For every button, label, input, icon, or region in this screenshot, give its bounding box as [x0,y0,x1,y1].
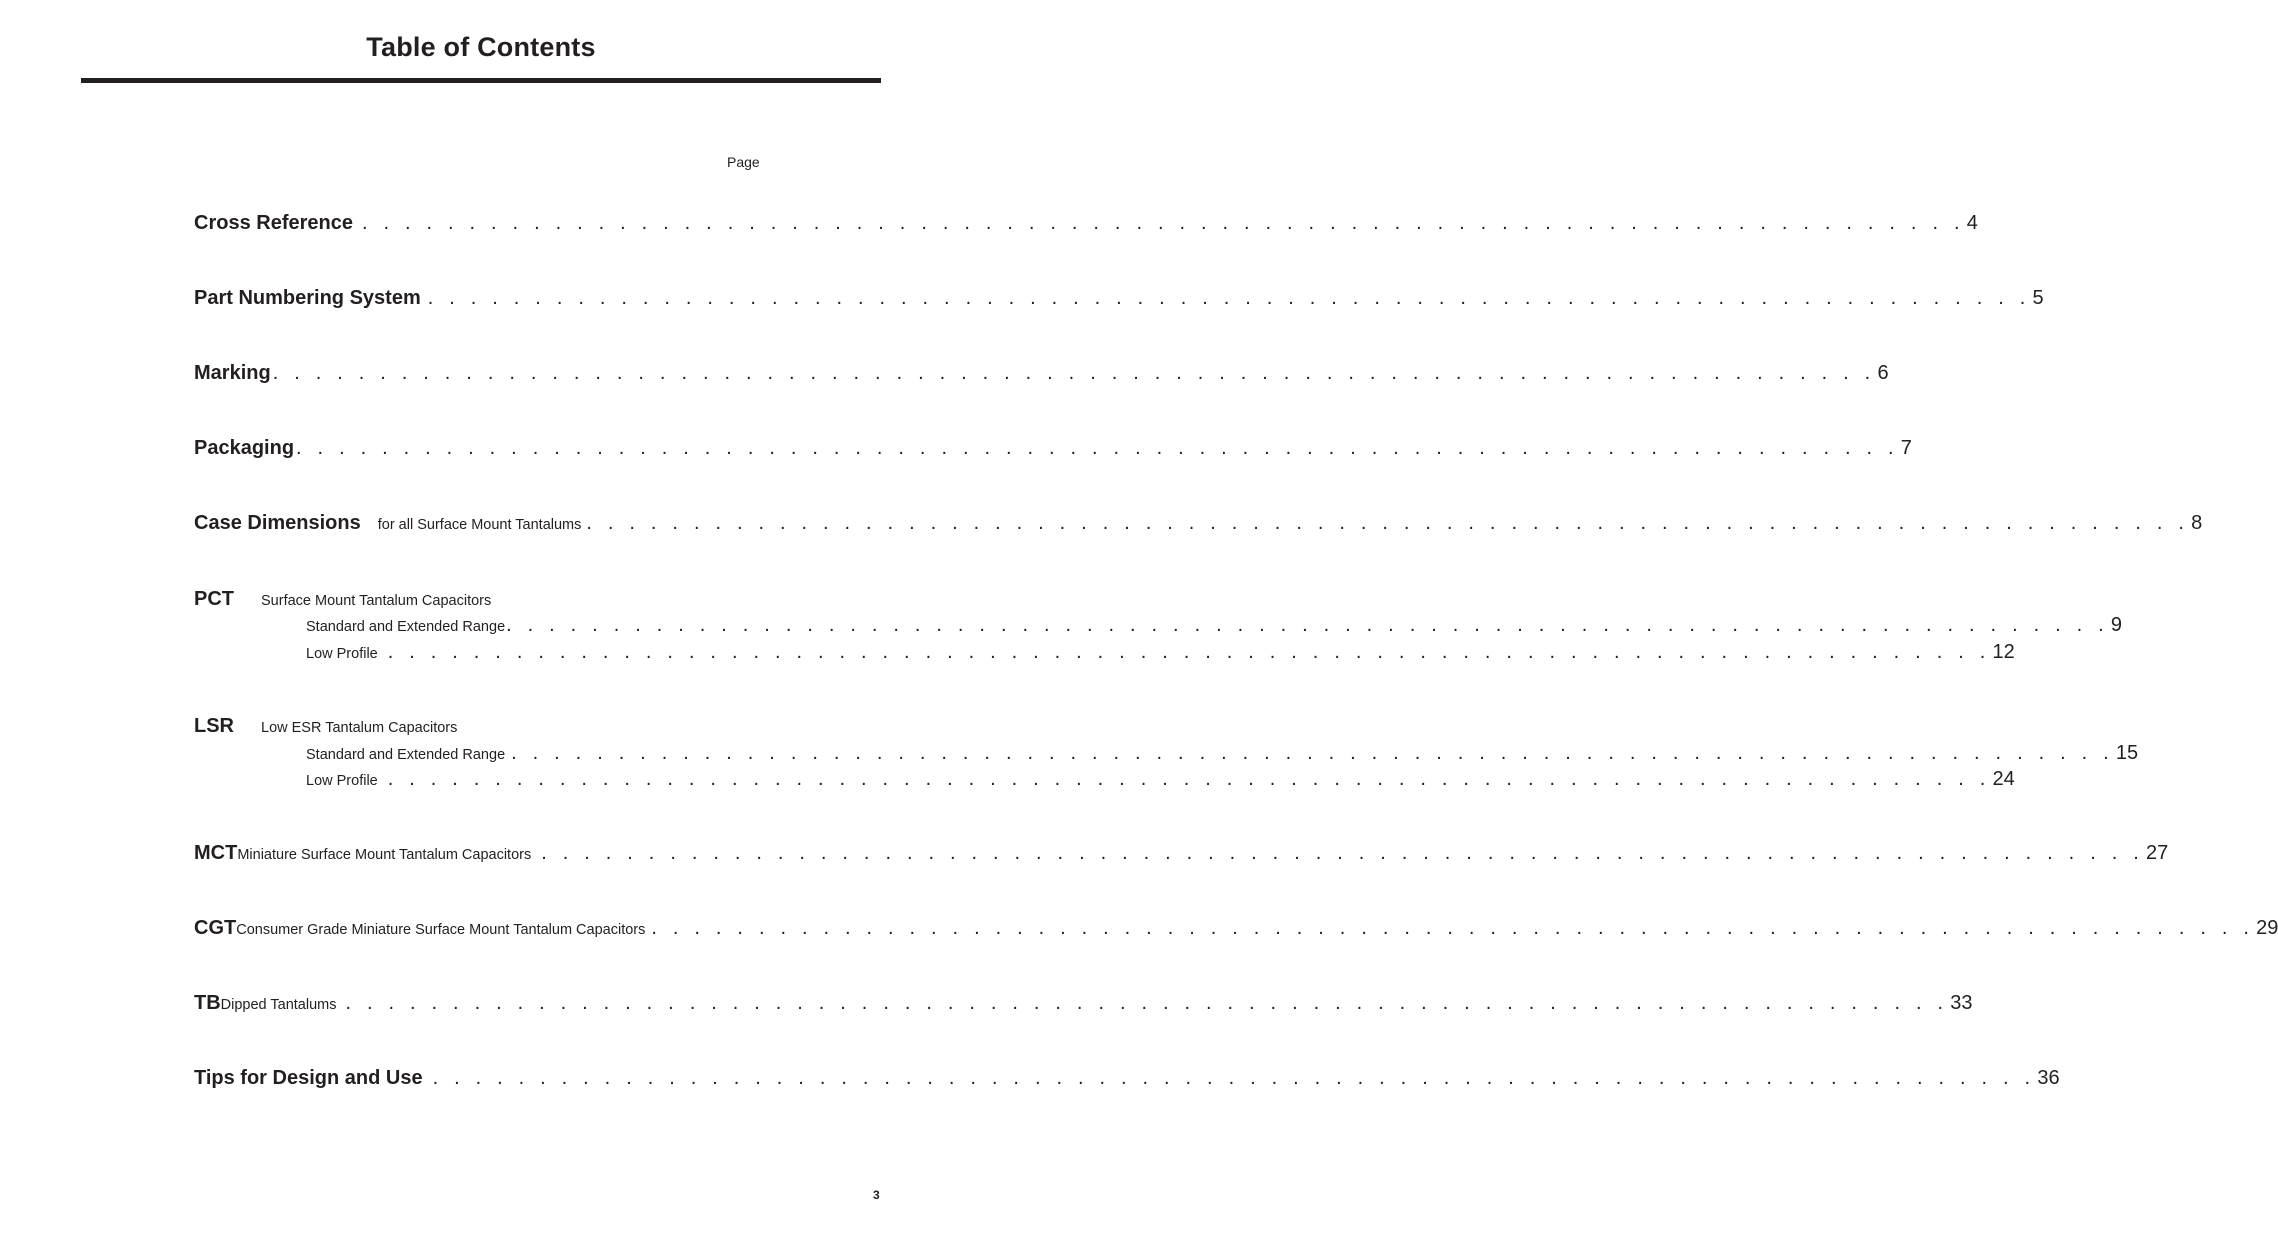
dot-leader: . . . . . . . . . . . . . . . . . . . . . . . . . . . . . . . . . . . . . . . . . . . . . . . . . . . . . . . . . . . . . . . . . . . . . . . . . . . [506,614,2109,636]
toc-entry-cross-reference[interactable] [194,212,1978,235]
dot-leader: . . . . . . . . . . . . . . . . . . . . . . . . . . . . . . . . . . . . . . . . . . . . . . . . . . . . . . . . . . . . . . . . . . . . . . . . . . . [361,212,1965,234]
subentry-label: Standard and Extended Range [306,747,506,763]
dot-leader: . . . . . . . . . . . . . . . . . . . . . . . . . . . . . . . . . . . . . . . . . . . . . . . . . . . . . . . . . . . . . . . . . . . . . . . . . . . [511,742,2114,764]
footer-page-number: 3 [873,1188,880,1202]
toc-entry-tb[interactable] [194,992,1973,1015]
dot-leader: . . . . . . . . . . . . . . . . . . . . . . . . . . . . . . . . . . . . . . . . . . . . . . . . . . . . . . . . . . . . . . . . . . . . . . . . . . . [387,768,1991,790]
series-code: TB [194,992,221,1014]
toc-section-lsr[interactable] [194,715,457,738]
entry-title: Tips for Design and Use [194,1067,423,1089]
series-description: Low ESR Tantalum Capacitors [261,720,458,736]
entry-page-number: 9 [2110,614,2123,636]
dot-leader: . . . . . . . . . . . . . . . . . . . . . . . . . . . . . . . . . . . . . . . . . . . . . . . . . . . . . . . . . . . . . . . . . . . . . . . . . . . [432,1067,2036,1089]
toc-subentry-pct-standard[interactable] [306,614,2123,637]
series-description: Surface Mount Tantalum Capacitors [261,593,492,609]
toc-subentry-lsr-standard[interactable] [306,742,2139,765]
dot-leader: . . . . . . . . . . . . . . . . . . . . . . . . . . . . . . . . . . . . . . . . . . . . . . . . . . . . . . . . . . . . . . . . . . . . . . . . . . . [541,842,2144,864]
toc-subentry-lsr-low-profile[interactable] [306,768,2015,791]
dot-leader: . . . . . . . . . . . . . . . . . . . . . . . . . . . . . . . . . . . . . . . . . . . . . . . . . . . . . . . . . . . . . . . . . . . . . . . . . . . [387,641,1991,663]
dot-leader: . . . . . . . . . . . . . . . . . . . . . . . . . . . . . . . . . . . . . . . . . . . . . . . . . . . . . . . . . . . . . . . . . . . . . . . . . . . [651,917,2255,939]
series-code: PCT [194,588,234,610]
toc-entry-part-numbering-system[interactable] [194,287,2044,310]
series-code: LSR [194,715,234,737]
dot-leader: . . . . . . . . . . . . . . . . . . . . . . . . . . . . . . . . . . . . . . . . . . . . . . . . . . . . . . . . . . . . . . . . . . . . . . . . . . . [586,512,2190,534]
toc-entry-case-dimensions[interactable] [194,512,2203,535]
toc-entry-tips-for-design-and-use[interactable] [194,1067,2060,1090]
page-title: Table of Contents [366,32,596,62]
toc-subentry-pct-low-profile[interactable] [306,641,2015,664]
entry-page-number: 24 [1992,768,2015,790]
entry-page-number: 33 [1950,992,1973,1014]
entry-page-number: 27 [2145,842,2169,864]
entry-title: Marking [194,362,271,384]
page-column-header: Page [727,154,760,170]
entry-page-number: 29 [2256,917,2278,939]
dot-leader: . . . . . . . . . . . . . . . . . . . . . . . . . . . . . . . . . . . . . . . . . . . . . . . . . . . . . . . . . . . . . . . . . . . . . . . . . . . [345,992,1949,1014]
entry-page-number: 6 [1877,362,1889,384]
toc-entry-packaging[interactable] [194,437,1912,460]
toc-section-pct[interactable] [194,588,491,611]
subentry-label: Low Profile [306,773,378,789]
entry-title: Cross Reference [194,212,353,234]
entry-page-number: 4 [1966,212,1978,234]
subentry-label: Low Profile [306,646,378,662]
series-description: Dipped Tantalums [220,997,337,1013]
entry-page-number: 36 [2037,1067,2060,1089]
entry-page-number: 5 [2032,287,2044,309]
entry-title: Packaging [194,437,295,459]
toc-entry-mct[interactable] [194,842,2169,865]
entry-page-number: 8 [2191,512,2203,534]
toc-entry-cgt[interactable] [194,917,2278,940]
entry-page-number: 7 [1900,437,1912,459]
title-rule [81,78,881,83]
entry-page-number: 15 [2115,742,2139,764]
dot-leader: . . . . . . . . . . . . . . . . . . . . . . . . . . . . . . . . . . . . . . . . . . . . . . . . . . . . . . . . . . . . . . . . . . . . . . . . . . . [296,437,1899,459]
series-code: CGT [194,917,237,939]
series-code: MCT [194,842,238,864]
entry-title: Case Dimensions [194,512,361,534]
entry-title: Part Numbering System [194,287,421,309]
toc-entry-marking[interactable] [194,362,1889,385]
dot-leader: . . . . . . . . . . . . . . . . . . . . . . . . . . . . . . . . . . . . . . . . . . . . . . . . . . . . . . . . . . . . . . . . . . . . . . . . . . . [272,362,1876,384]
dot-leader: . . . . . . . . . . . . . . . . . . . . . . . . . . . . . . . . . . . . . . . . . . . . . . . . . . . . . . . . . . . . . . . . . . . . . . . . . . . [427,287,2031,309]
entry-page-number: 12 [1992,641,2015,663]
subentry-label: Standard and Extended Range [306,619,506,635]
entry-subtitle: for all Surface Mount Tantalums [377,517,582,533]
series-description: Consumer Grade Miniature Surface Mount Tantalum Capacitors [236,922,646,938]
series-description: Miniature Surface Mount Tantalum Capacitors [237,847,532,863]
